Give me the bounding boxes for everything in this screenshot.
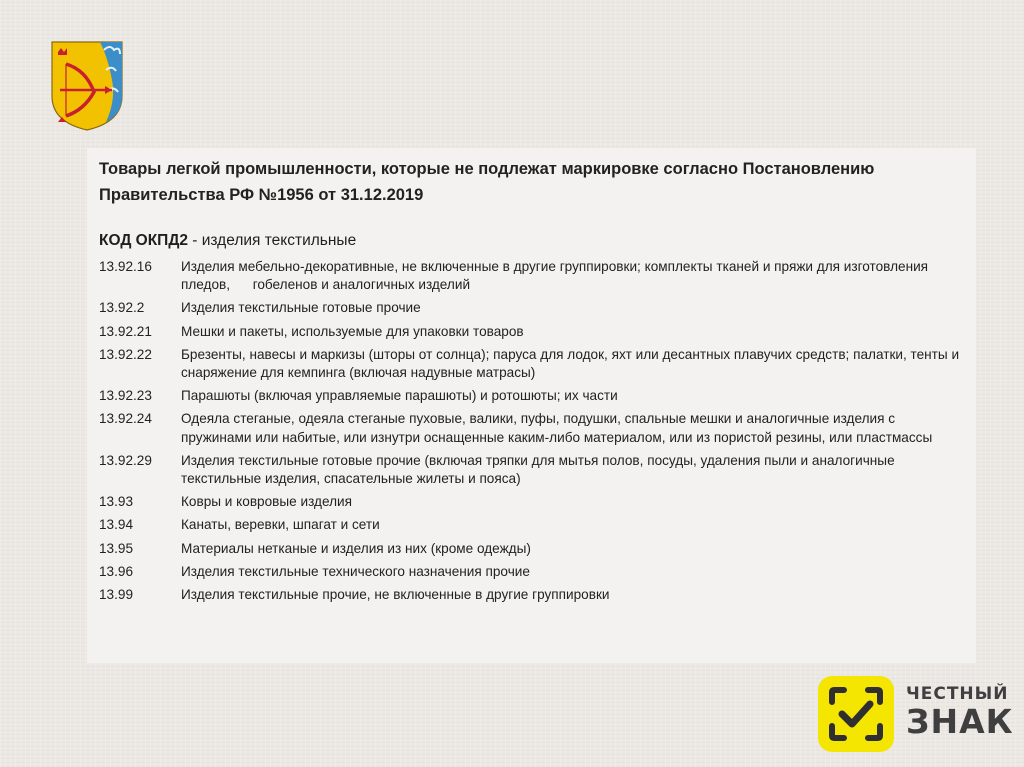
item-code: 13.94 <box>99 517 134 533</box>
brand-line2: ЗНАК <box>906 702 1014 741</box>
section-description: - изделия текстильные <box>187 232 357 249</box>
list-item <box>99 540 969 558</box>
coat-of-arms-emblem <box>50 40 124 132</box>
list-item <box>99 586 969 604</box>
item-description: Изделия текстильные готовые прочие <box>181 300 421 316</box>
item-code: 13.92.21 <box>99 323 152 339</box>
list-item <box>99 323 969 341</box>
list-item <box>99 258 969 294</box>
item-code: 13.92.16 <box>99 259 152 274</box>
list-item <box>99 346 969 382</box>
section-code-label: КОД ОКПД2 <box>99 232 188 249</box>
item-code: 13.93 <box>99 494 134 510</box>
brand-line1: ЧЕСТНЫЙ <box>906 684 1009 704</box>
list-item <box>99 452 969 488</box>
chestny-znak-logo <box>818 672 1018 752</box>
list-item <box>99 516 969 534</box>
list-item <box>99 387 969 405</box>
page-title: Товары легкой промышленности, которые не подлежат маркировке согласно Постановлению Правительства РФ №1956 от 31.12.2019 <box>99 160 875 204</box>
item-description: Ковры и ковровые изделия <box>181 494 352 510</box>
item-description: Изделия текстильные прочие, не включенные в другие группировки <box>181 587 610 603</box>
section-heading <box>99 230 356 252</box>
item-description: Изделия текстильные готовые прочие (включая тряпки для мытья полов, посуды, удаления пыли и аналогичные текстильные изделия, спасательные жилеты и пояса) <box>181 452 895 487</box>
item-description: Парашюты (включая управляемые парашюты) и ротошюты; их части <box>181 388 618 404</box>
item-code: 13.92.24 <box>99 411 152 427</box>
item-code: 13.96 <box>99 563 134 579</box>
list-item <box>99 410 969 446</box>
item-description: Изделия текстильные технического назначения прочие <box>181 563 530 579</box>
item-code: 13.92.23 <box>99 388 152 404</box>
item-code: 13.92.29 <box>99 452 152 468</box>
code-list <box>99 258 969 609</box>
list-item <box>99 493 969 511</box>
brand-name <box>906 684 1014 741</box>
item-code: 13.95 <box>99 540 134 556</box>
item-description: Материалы нетканые и изделия из них (кроме одежды) <box>181 540 531 556</box>
content-panel <box>87 148 976 663</box>
item-description: Изделия мебельно-декоративные, не включенные в другие группировки; комплекты тканей и пряжи для изготовления пледов, гобеленов и аналогичных изделий <box>181 259 932 293</box>
item-code: 13.99 <box>99 587 134 603</box>
brand-checkmark-icon <box>818 676 894 752</box>
list-item <box>99 563 969 581</box>
item-description: Брезенты, навесы и маркизы (шторы от солнца); паруса для лодок, яхт или десантных плавучих средств; палатки, тенты и снаряжение для кемпинга (включая надувные матрасы) <box>181 346 967 381</box>
item-description: Одеяла стеганые, одеяла стеганые пуховые, валики, пуфы, подушки, спальные мешки и аналогичные изделия с пружинами или набитые, или изнутри оснащенные каким-либо материалом, или из пористой резины, или пластмассы <box>181 411 933 445</box>
item-code: 13.92.2 <box>99 300 145 316</box>
item-description: Канаты, веревки, шпагат и сети <box>181 517 380 533</box>
item-code: 13.92.22 <box>99 346 152 362</box>
list-item <box>99 299 969 317</box>
item-description: Мешки и пакеты, используемые для упаковки товаров <box>181 323 524 339</box>
